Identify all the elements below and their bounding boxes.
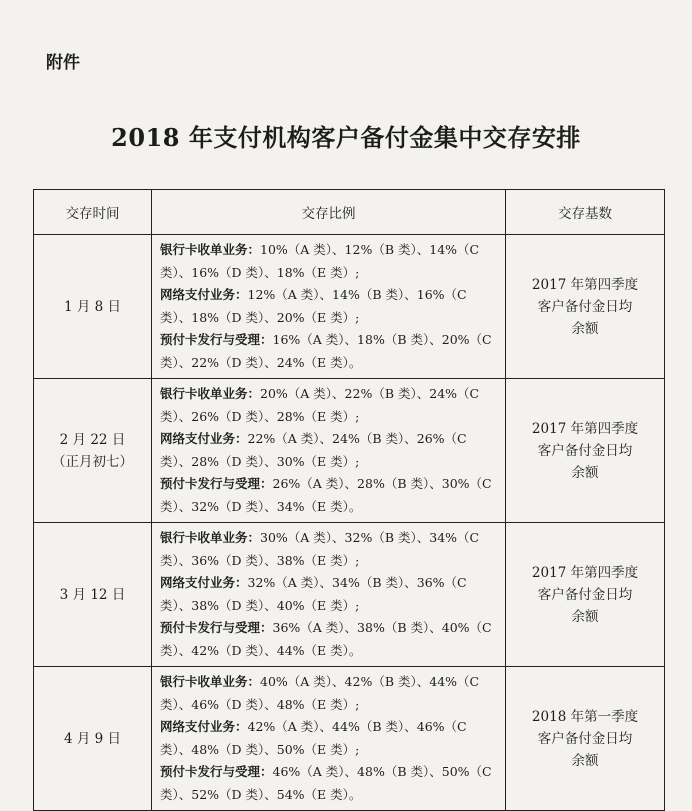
deposit-date: 2 月 22 日 — [59, 431, 126, 448]
header-base: 交存基数 — [506, 190, 665, 235]
base-cell — [506, 235, 665, 379]
base-line-1: 2017 年第四季度 — [531, 276, 639, 293]
ratios-prepaid-card: 16%（A 类）、18%（B 类）、20%（C 类）、22%（D 类）、24%（E 类）。 — [160, 332, 492, 370]
base-cell — [506, 523, 665, 667]
time-cell — [34, 523, 152, 667]
category-bank-card: 银行卡收单业务： — [160, 386, 261, 401]
deposit-date: 1 月 8 日 — [63, 298, 122, 315]
base-line-3: 余额 — [571, 320, 599, 337]
ratio-cell — [152, 667, 506, 811]
table-header-row — [34, 190, 665, 235]
base-line-1: 2017 年第四季度 — [531, 420, 639, 437]
base-line-3: 余额 — [571, 608, 599, 625]
ratio-cell — [152, 379, 506, 523]
table-row — [34, 667, 665, 811]
time-cell — [34, 667, 152, 811]
time-cell — [34, 235, 152, 379]
category-prepaid-card: 预付卡发行与受理： — [160, 476, 273, 491]
base-line-2: 客户备付金日均 — [537, 298, 633, 315]
ratios-network-payment: 32%（A 类）、34%（B 类）、36%（C 类）、38%（D 类）、40%（E 类）; — [160, 575, 467, 613]
ratios-prepaid-card: 46%（A 类）、48%（B 类）、50%（C 类）、52%（D 类）、54%（E 类）。 — [160, 764, 492, 802]
ratios-bank-card: 20%（A 类）、22%（B 类）、24%（C 类）、26%（D 类）、28%（E 类）; — [160, 386, 480, 424]
ratios-bank-card: 40%（A 类）、42%（B 类）、44%（C 类）、46%（D 类）、48%（E 类）; — [160, 674, 480, 712]
base-line-3: 余额 — [571, 464, 599, 481]
ratios-bank-card: 10%（A 类）、12%（B 类）、14%（C 类）、16%（D 类）、18%（E 类）; — [160, 242, 480, 280]
header-ratio: 交存比例 — [152, 190, 506, 235]
deposit-date-note: （正月初七） — [52, 453, 133, 470]
category-bank-card: 银行卡收单业务： — [160, 530, 261, 545]
attachment-label: 附件 — [46, 53, 80, 73]
ratio-cell — [152, 523, 506, 667]
category-network-payment: 网络支付业务： — [160, 719, 248, 734]
category-network-payment: 网络支付业务： — [160, 575, 248, 590]
category-bank-card: 银行卡收单业务： — [160, 674, 261, 689]
ratios-prepaid-card: 36%（A 类）、38%（B 类）、40%（C 类）、42%（D 类）、44%（E 类）。 — [160, 620, 492, 658]
ratios-network-payment: 42%（A 类）、44%（B 类）、46%（C 类）、48%（D 类）、50%（E 类）; — [160, 719, 467, 757]
category-network-payment: 网络支付业务： — [160, 287, 248, 302]
ratios-network-payment: 22%（A 类）、24%（B 类）、26%（C 类）、28%（D 类）、30%（E 类）; — [160, 431, 467, 469]
base-line-2: 客户备付金日均 — [537, 442, 633, 459]
base-line-3: 余额 — [571, 752, 599, 769]
ratios-network-payment: 12%（A 类）、14%（B 类）、16%（C 类）、18%（D 类）、20%（E 类）; — [160, 287, 467, 325]
ratios-bank-card: 30%（A 类）、32%（B 类）、34%（C 类）、36%（D 类）、38%（E 类）; — [160, 530, 480, 568]
header-time: 交存时间 — [34, 190, 152, 235]
table-row — [34, 379, 665, 523]
base-line-2: 客户备付金日均 — [537, 730, 633, 747]
base-cell — [506, 667, 665, 811]
ratio-cell — [152, 235, 506, 379]
table-row — [34, 523, 665, 667]
base-line-1: 2017 年第四季度 — [531, 564, 639, 581]
time-cell — [34, 379, 152, 523]
document-title: 2018 年支付机构客户备付金集中交存安排 — [111, 123, 581, 152]
base-line-2: 客户备付金日均 — [537, 586, 633, 603]
category-prepaid-card: 预付卡发行与受理： — [160, 764, 273, 779]
category-prepaid-card: 预付卡发行与受理： — [160, 620, 273, 635]
deposit-date: 3 月 12 日 — [59, 586, 126, 603]
base-line-1: 2018 年第一季度 — [531, 708, 639, 725]
category-prepaid-card: 预付卡发行与受理： — [160, 332, 273, 347]
deposit-schedule-table — [33, 189, 665, 811]
category-bank-card: 银行卡收单业务： — [160, 242, 261, 257]
deposit-date: 4 月 9 日 — [63, 730, 122, 747]
base-cell — [506, 379, 665, 523]
table-row — [34, 235, 665, 379]
ratios-prepaid-card: 26%（A 类）、28%（B 类）、30%（C 类）、32%（D 类）、34%（E 类）。 — [160, 476, 492, 514]
category-network-payment: 网络支付业务： — [160, 431, 248, 446]
